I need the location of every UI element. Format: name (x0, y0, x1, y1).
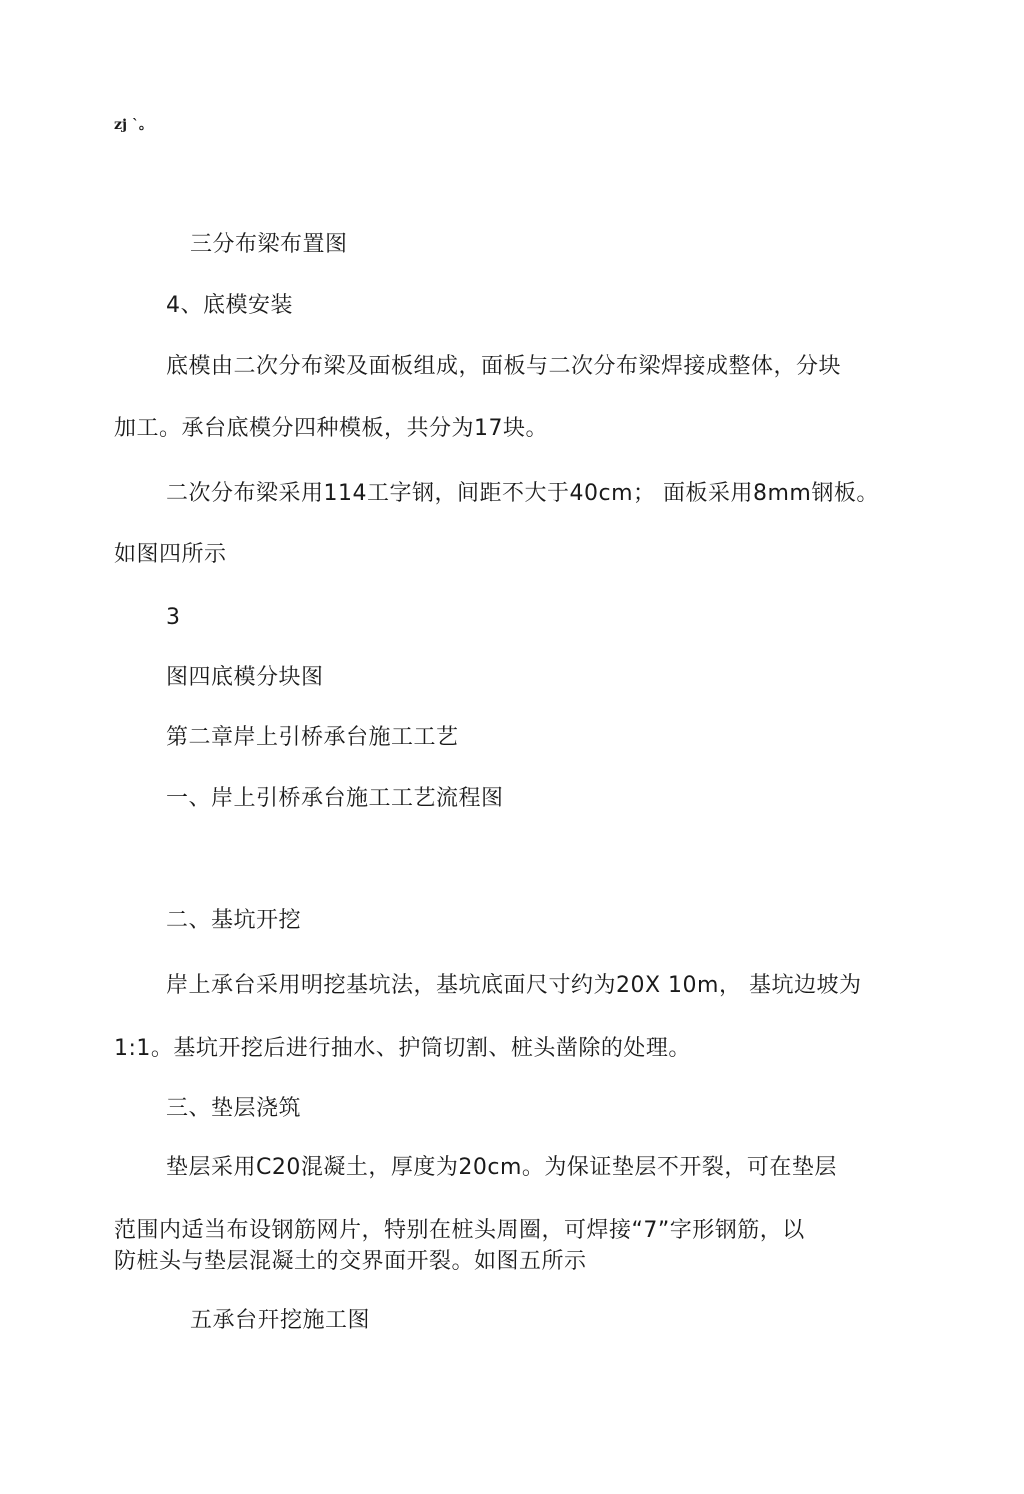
paragraph-line: 1:1。基坑开挖后进行抽水、护筒切割、桩头凿除的处理。 (114, 1036, 691, 1061)
figure-caption-4: 图四底模分块图 (166, 665, 324, 690)
paragraph-line: 底模由二次分布梁及面板组成，面板与二次分布梁焊接成整体，分块 (166, 354, 842, 379)
section-heading-cushion: 三、垫层浇筑 (166, 1096, 302, 1121)
figure-caption-3: 三分布梁布置图 (190, 232, 348, 257)
section-heading-bottom-formwork: 4、底模安装 (166, 293, 293, 318)
paragraph-line: 防桩头与垫层混凝土的交界面开裂。如图五所示 (114, 1249, 587, 1274)
fragment-text: zj `。 (114, 117, 153, 133)
section-heading-flowchart: 一、岸上引桥承台施工工艺流程图 (166, 786, 504, 811)
paragraph-line: 二次分布梁采用114工字钢，间距不大于40cm； 面板采用8mm钢板。 (166, 481, 879, 506)
section-heading-excavation: 二、基坑开挖 (166, 908, 302, 933)
paragraph-line: 范围内适当布设钢筋网片，特别在桩头周圈，可焊接“7”字形钢筋，以 (114, 1218, 805, 1243)
paragraph-line: 如图四所示 (114, 542, 227, 567)
chapter-heading: 第二章岸上引桥承台施工工艺 (166, 725, 459, 750)
page-number: 3 (166, 605, 181, 630)
paragraph-line: 加工。承台底模分四种模板，共分为17块。 (114, 416, 548, 441)
paragraph-line: 岸上承台采用明挖基坑法，基坑底面尺寸约为20X 10m， 基坑边坡为 (166, 973, 862, 998)
figure-caption-5: 五承台幵挖施工图 (190, 1308, 371, 1333)
paragraph-line: 垫层采用C20混凝土，厚度为20cm。为保证垫层不开裂，可在垫层 (166, 1155, 837, 1180)
